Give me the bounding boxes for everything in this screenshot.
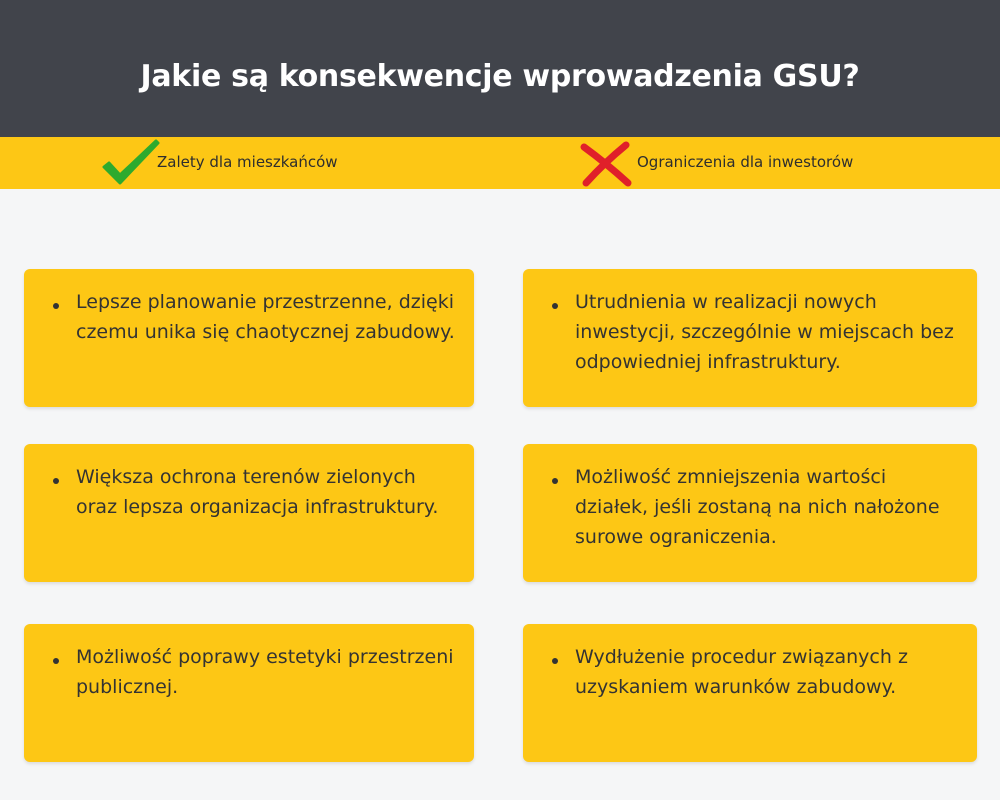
pros-text-2: Większa ochrona terenów zielonych oraz lepsza organizacja infrastruktury.: [76, 466, 439, 518]
page-title: Jakie są konsekwencje wprowadzenia GSU?: [140, 59, 860, 94]
legend-cons-label: Ograniczenia dla inwestorów: [637, 153, 854, 171]
pros-text-3: Możliwość poprawy estetyki przestrzeni publicznej.: [76, 646, 454, 698]
cons-text-2: Możliwość zmniejszenia wartości działek, jeśli zostaną na nich nałożone surowe ograniczenia.: [575, 466, 940, 548]
legend-pros-label: Zalety dla mieszkańców: [157, 153, 338, 171]
pros-text-1: Lepsze planowanie przestrzenne, dzięki czemu unika się chaotycznej zabudowy.: [76, 291, 455, 343]
bullet-icon: [53, 303, 59, 309]
cons-text-3: Wydłużenie procedur związanych z uzyskaniem warunków zabudowy.: [575, 646, 908, 698]
cons-card-2: [523, 444, 977, 582]
pros-card-3: [24, 624, 474, 762]
check-icon: [100, 137, 162, 189]
pros-card-2: [24, 444, 474, 582]
bullet-icon: [552, 478, 558, 484]
bullet-icon: [53, 478, 59, 484]
cons-text-1: Utrudnienia w realizacji nowych inwestycji, szczególnie w miejscach bez odpowiedniej infrastruktury.: [575, 291, 954, 373]
bullet-icon: [552, 658, 558, 664]
pros-card-1: [24, 269, 474, 407]
header-bar: [0, 0, 1000, 137]
bullet-icon: [552, 303, 558, 309]
bullet-icon: [53, 658, 59, 664]
cons-card-3: [523, 624, 977, 762]
cons-card-1: [523, 269, 977, 407]
cross-icon: [578, 141, 634, 187]
legend-band: [0, 137, 1000, 189]
